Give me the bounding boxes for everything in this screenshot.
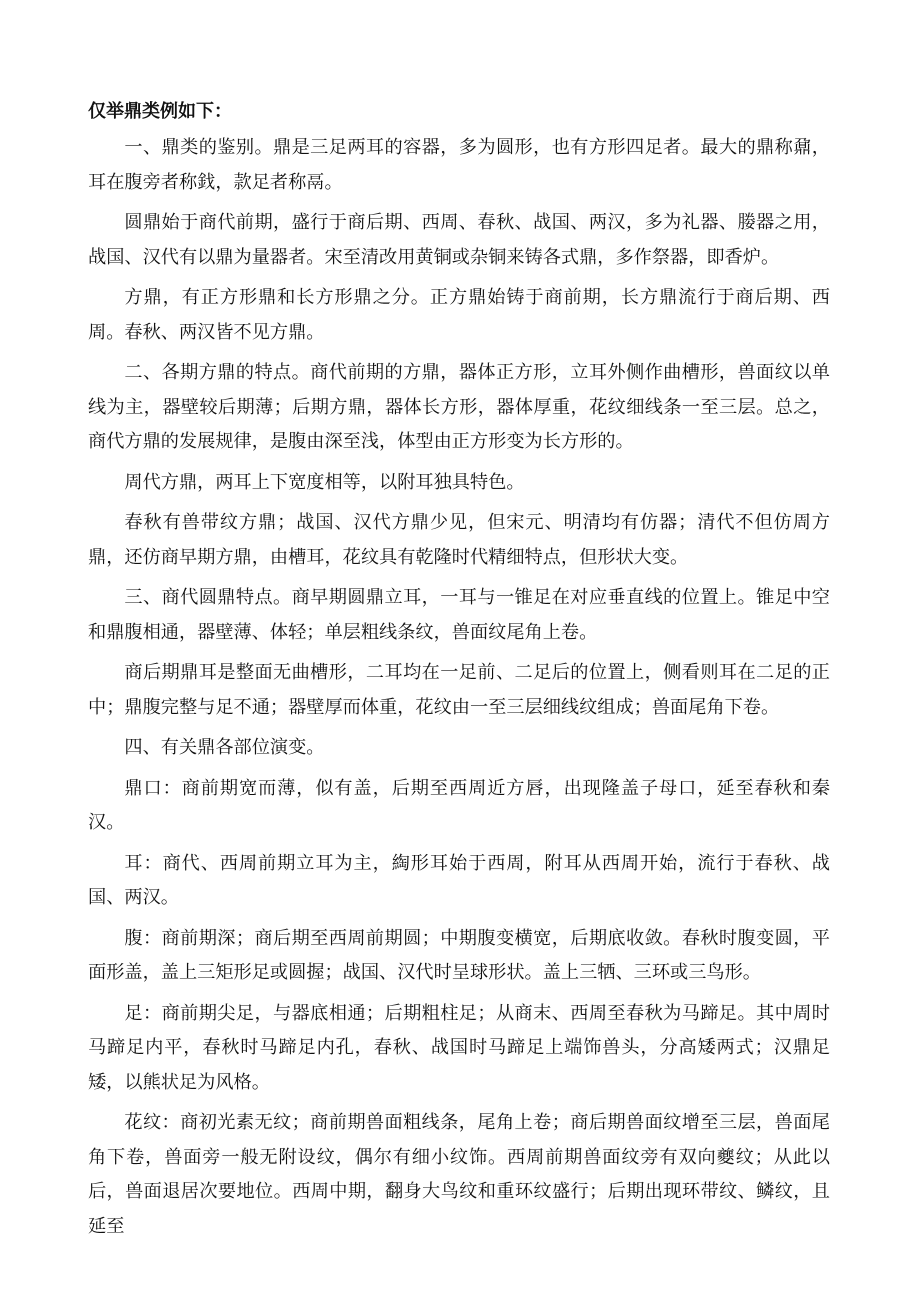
paragraph-mouth: 鼎口：商前期宽而薄，似有盖，后期至西周近方唇，出现隆盖子母口，延至春秋和秦汉。: [88, 777, 830, 833]
paragraph-ears: 耳：商代、西周前期立耳为主，綯形耳始于西周，附耳从西周开始，流行于春秋、战国、两汉。: [88, 852, 830, 908]
paragraph-belly: 腹：商前期深；商后期至西周前期圆；中期腹变横宽，后期底收敛。春秋时腹变圆，平面形盖，盖上三矩形足或圆握；战国、汉代时呈球形状。盖上三牺、三环或三鸟形。: [88, 927, 830, 983]
paragraph-parts-evolution: 四、有关鼎各部位演变。: [124, 737, 325, 758]
paragraph-patterns: 花纹：商初光素无纹；商前期兽面粗线条，尾角上卷；商后期兽面纹增至三层，兽面尾角下卷，兽面旁一般无附设纹，偶尔有细小纹饰。西周前期兽面纹旁有双向夔纹；从此以后，兽面退居次要地位。西周中期，翻身大鸟纹和重环纹盛行；后期出现环带纹、鳞纹，且延至: [88, 1112, 830, 1237]
paragraph-round-ding-origin: 圆鼎始于商代前期，盛行于商后期、西周、春秋、战国、两汉，多为礼器、媵器之用，战国、汉代有以鼎为量器者。宋至清改用黄铜或杂铜来铸各式鼎，多作祭器，即香炉。: [88, 212, 830, 268]
paragraph-square-ding-periods: 二、各期方鼎的特点。商代前期的方鼎，器体正方形，立耳外侧作曲槽形，兽面纹以单线为主，器壁较后期薄；后期方鼎，器体长方形，器体厚重，花纹细线条一至三层。总之，商代方鼎的发展规律，是腹由深至浅，体型由正方形变为长方形的。: [88, 362, 830, 452]
paragraph-late-shang-ding: 商后期鼎耳是整面无曲槽形，二耳均在一足前、二足后的位置上，侧看则耳在二足的正中；鼎腹完整与足不通；器壁厚而体重，花纹由一至三层细线纹组成；兽面尾角下卷。: [88, 662, 830, 718]
section-heading: 仅举鼎类例如下：: [88, 101, 232, 122]
paragraph-spring-autumn-square-ding: 春秋有兽带纹方鼎；战国、汉代方鼎少见，但宋元、明清均有仿器；清代不但仿周方鼎，还仿商早期方鼎，由槽耳，花纹具有乾隆时代精细特点，但形状大变。: [88, 512, 830, 568]
paragraph-square-ding: 方鼎，有正方形鼎和长方形鼎之分。正方鼎始铸于商前期，长方鼎流行于商后期、西周。春秋、两汉皆不见方鼎。: [88, 287, 830, 343]
paragraph-ding-identification: 一、鼎类的鉴别。鼎是三足两耳的容器，多为圆形，也有方形四足者。最大的鼎称鼐，耳在腹旁者称鈛，款足者称鬲。: [88, 137, 830, 193]
paragraph-zhou-square-ding: 周代方鼎，两耳上下宽度相等，以附耳独具特色。: [124, 471, 525, 493]
document-page: [88, 94, 830, 1250]
paragraph-shang-round-ding: 三、商代圆鼎特点。商早期圆鼎立耳，一耳与一锥足在对应垂直线的位置上。锥足中空和鼎腹相通，器壁薄、体轻；单层粗线条纹，兽面纹尾角上卷。: [88, 587, 830, 643]
paragraph-feet: 足：商前期尖足，与器底相通；后期粗柱足；从商末、西周至春秋为马蹄足。其中周时马蹄足内平，春秋时马蹄足内孔，春秋、战国时马蹄足上端饰兽头，分高矮两式；汉鼎足矮，以熊状足为风格。: [88, 1002, 830, 1093]
